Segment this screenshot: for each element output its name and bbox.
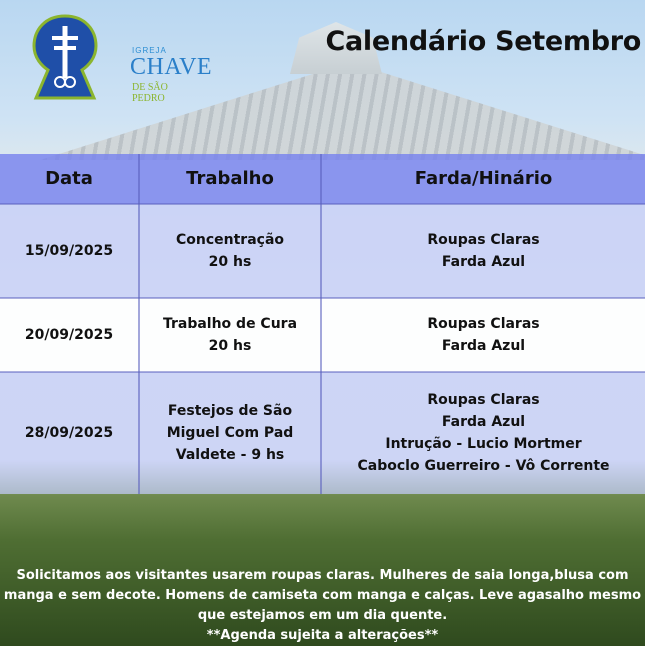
logo-text-sub: DE SÃO PEDRO — [132, 82, 168, 104]
notice-line: que estejamos em um dia quente. — [197, 608, 448, 623]
row-work — [140, 372, 320, 494]
attire-line: Roupas Claras — [427, 316, 540, 332]
table-row — [0, 204, 645, 298]
church-logo — [30, 12, 213, 104]
row-date — [0, 204, 138, 298]
row-work — [140, 204, 320, 298]
logo-text-main: CHAVE — [130, 54, 213, 80]
row-divider — [0, 203, 645, 205]
notice-line: manga e sem decote. Homens de camiseta com manga e calças. Leve agasalho mesmo — [3, 588, 642, 603]
row-divider — [0, 371, 645, 373]
attire-line: Roupas Claras — [427, 232, 540, 248]
attire-line: Farda Azul — [441, 338, 526, 354]
logo-text-small: IGREJA — [132, 46, 167, 55]
attire-line: Roupas Claras — [427, 392, 540, 408]
work-line: 20 hs — [208, 254, 252, 270]
header-attire: Farda/Hinário — [414, 168, 553, 189]
row-work — [140, 298, 320, 372]
column-divider — [138, 154, 140, 494]
column-divider — [320, 154, 322, 494]
work-line: Valdete - 9 hs — [175, 447, 285, 463]
table-row — [0, 298, 645, 372]
work-line: Trabalho de Cura — [162, 316, 298, 332]
work-line: Festejos de São — [167, 403, 293, 419]
work-line: 20 hs — [208, 338, 252, 354]
header-work: Trabalho — [186, 168, 274, 189]
table-header-row — [0, 154, 645, 204]
schedule-table — [0, 154, 645, 494]
attire-line: Caboclo Guerreiro - Vô Corrente — [357, 458, 610, 474]
row-attire — [322, 298, 645, 372]
header-date: Data — [45, 168, 93, 189]
keyhole-cross-icon — [30, 12, 100, 102]
attire-line: Farda Azul — [441, 414, 526, 430]
date-text: 28/09/2025 — [24, 425, 114, 441]
page-title: Calendário Setembro — [325, 26, 641, 57]
row-attire — [322, 372, 645, 494]
date-text: 20/09/2025 — [24, 327, 114, 343]
notice-line: Solicitamos aos visitantes usarem roupas claras. Mulheres de saia longa,blusa com — [16, 568, 629, 583]
row-attire — [322, 204, 645, 298]
date-text: 15/09/2025 — [24, 243, 114, 259]
visitor-notice — [0, 566, 645, 646]
schedule-disclaimer: **Agenda sujeita a alterações** — [206, 628, 439, 643]
work-line: Miguel Com Pad — [166, 425, 294, 441]
attire-line: Farda Azul — [441, 254, 526, 270]
row-divider — [0, 297, 645, 299]
table-row — [0, 372, 645, 494]
row-date — [0, 298, 138, 372]
row-date — [0, 372, 138, 494]
attire-line: Intrução - Lucio Mortmer — [385, 436, 582, 452]
work-line: Concentração — [175, 232, 285, 248]
